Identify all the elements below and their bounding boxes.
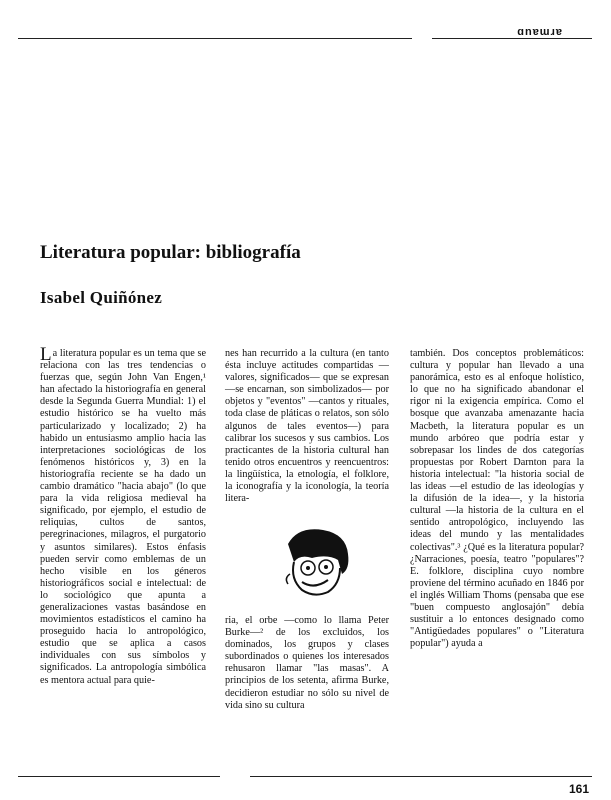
face-illustration (268, 524, 360, 606)
text-column-2 (225, 348, 389, 505)
footer-rule (250, 776, 592, 777)
text-column-2-continued: ria, el orbe —como lo llama Peter Burke—² de los excluidos, los dominados, los grupos y clases subordinados o quienes los interesados rehusaron llamar "las masas". A principios de los setenta, afirma Burke, decidieron estudiar no sólo su nivel de vida sino su cultura (225, 615, 389, 711)
article-title: Literatura popular: bibliografía (40, 242, 301, 263)
drop-cap: L (40, 344, 52, 365)
header-rule (18, 38, 412, 39)
column-3-text: también. Dos conceptos problemáticos: cultura y popular han llevado a una panorámica, esto es al enfoque holístico, lo que no ha significado abandonar el rigor ni la exigencia empírica. Como el bosque que avanzaba amenazante hacia Macbeth, la literatura popular es un mundo arbóreo que podría estar y sobrepasar los lindes de dos categorías propuestas por Robert Darnton para la historia intelectual: "la historia social de las ideas —el estudio de las ideologías y la difusión de la idea—, y la historia cultural —la historia de la cultura en el sentido antropológico, incluyendo las ideas del mundo y las mentalidades colectivas".³ ¿Qué es la literatura popular? ¿Narraciones, poesía, teatro "populares"? E. folklore, disciplina cuyo nombre proviene del término acuñado en 1846 por el inglés William Thoms (pensaba que ese "buen compuesto anglosajón" debía sustituir a lo entonces designado como "Antigüedades populares" o "Literatura popular") ayuda a (410, 348, 584, 650)
article-author: Isabel Quiñónez (40, 288, 163, 307)
text-column-3 (410, 348, 584, 650)
text-column-1 (40, 344, 206, 687)
header-rule (432, 38, 592, 39)
footer-rule (18, 776, 220, 777)
column-1-text: a literatura popular es un tema que se relaciona con las tres tendencias o fuerzas que, según John Van Engen,¹ han afectado la historiografía en general desde la Segunda Guerra Mundial: 1) el estudio histórico se ha vuelto más particularizado y localizado; 2) ha habido un entusiasmo amplio hacia las interpretaciones sociológicas de los fenómenos históricos y, 3) en la historiografía reciente se ha dado un cambio dramático "hacia abajo" (lo que para la vida religiosa medieval ha significado, por ejemplo, el estudio de reliquias, cultos de santos, peregrinaciones, milagros, el purgatorio y asuntos similares). Estos énfasis pueden servir como emblemas de un hecho visible en los géneros historiográficos social e intelectual: de lo sociológico que apunta a generalizaciones vastas basándose en movimientos estadísticos el camino ha proseguido hacia lo antropológico, estudio que se aplica a casos individuales con sus símbolos y significados. La antropología simbólica es mentora actual para quie- (40, 348, 206, 686)
page-number: 161 (568, 782, 589, 796)
magazine-logo: ɑnɐɯɹɐ (517, 26, 563, 38)
column-2-top-text: nes han recurrido a la cultura (en tanto ésta incluye actitudes compartidas —valores, significados— que se expresan —se encarnan, son simbolizados— por objetos y "eventos" —cantos y rituales, toda clase de pláticas o relatos, son sólo algunos de tales eventos—) para calibrar los sucesos y sus cambios. Los practicantes de la historia cultural han tenido otros encuentros y reencuentros: la lingüística, la etnología, el folklore, la iconografía y la iconología, la teoría litera- (225, 348, 389, 505)
